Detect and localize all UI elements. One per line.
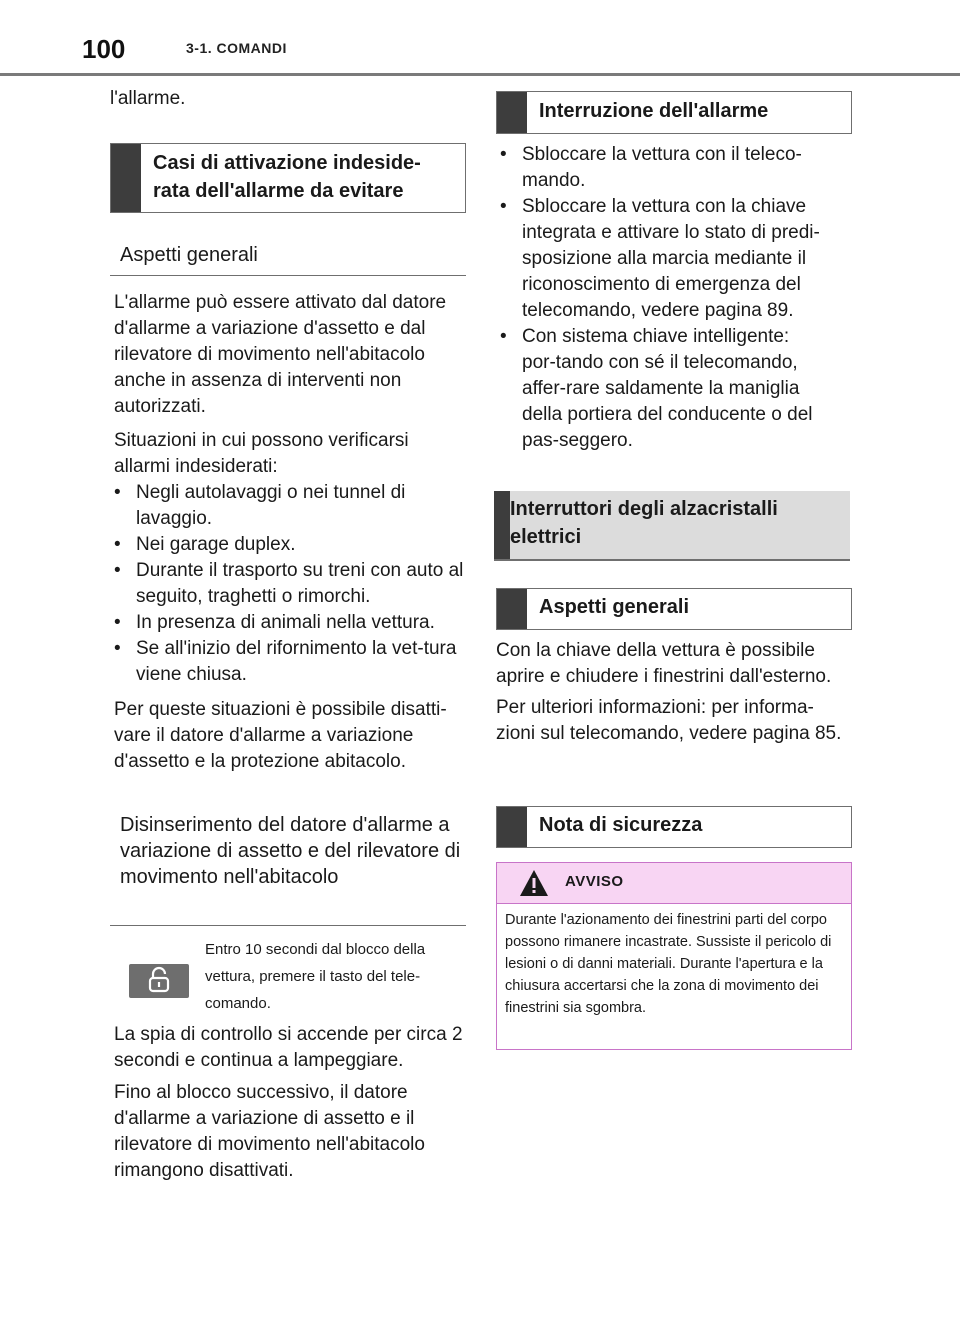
paragraph: L'allarme può essere attivato dal datore d'allarme a variazione d'assetto e dal rilevatore di movimento nell'abitacolo anche in assenza di interventi non autorizzati. — [114, 292, 447, 417]
section-title: Interruttori degli alzacristalli elettrici — [510, 498, 778, 548]
section-header-false-alarm — [110, 143, 466, 213]
subheading-general: Aspetti generali — [110, 242, 466, 276]
section-title: Nota di sicurezza — [539, 814, 703, 836]
situations-list — [110, 480, 466, 688]
alarm-stop-list — [496, 142, 826, 454]
section-title: Interruzione dell'allarme — [539, 100, 769, 122]
warning-header — [497, 863, 851, 904]
warning-label: AVVISO — [565, 873, 624, 890]
section-header-general — [496, 588, 852, 630]
section-bar — [497, 589, 527, 629]
paragraph: Per ulteriori informazioni: per informa-zioni sul telecomando, vedere pagina 85. — [496, 697, 842, 744]
section-title: Casi di attivazione indeside- rata dell'allarme da evitare — [153, 152, 421, 202]
subheading-deactivation: Disinserimento del datore d'allarme a variazione di assetto e del rilevatore di movimento nell'abitacolo — [110, 812, 466, 926]
list-item: • In presenza di animali nella vettura. — [110, 610, 466, 636]
section-header-safety — [496, 806, 852, 848]
paragraph: Fino al blocco successivo, il datore d'allarme a variazione di assetto e il rilevatore di movimento nell'abitacolo rimangono disattivati. — [114, 1082, 425, 1181]
list-item: • Negli autolavaggi o nei tunnel di lavaggio. — [110, 480, 466, 532]
warning-triangle-icon — [519, 869, 549, 897]
section-header-alarm-interrupt — [496, 91, 852, 134]
list-item: • Nei garage duplex. — [110, 532, 466, 558]
list-item: • Se all'inizio del rifornimento la vet-tura viene chiusa. — [110, 636, 466, 688]
paragraph: La spia di controllo si accende per circa 2 secondi e continua a lampeggiare. — [114, 1024, 463, 1071]
intro-text: l'allarme. — [110, 88, 186, 109]
paragraph: Situazioni in cui possono verificarsi allarmi indesiderati: — [114, 430, 409, 477]
lock-button-icon — [129, 964, 189, 998]
chapter-label: 3-1. COMANDI — [186, 40, 287, 56]
warning-text: Durante l'azionamento dei finestrini parti del corpo possono rimanere incastrate. Sussiste il pericolo di lesioni o di danni materiali. Durante l'apertura e la chiusura accertarsi che la zona di movimento dei finestrini sia sgombra. — [505, 912, 832, 1016]
section-bar — [497, 92, 527, 133]
section-title: Aspetti generali — [539, 596, 690, 618]
list-item: • Sbloccare la vettura con la chiave integrata e attivare lo stato di predi-sposizione alla marcia mediante il riconoscimento di emergenza del telecomando, vedere pagina 89. — [496, 194, 826, 324]
chapter-header-windows — [494, 491, 850, 561]
lock-instruction: Entro 10 secondi dal blocco della vettura, premere il tasto del tele-comando. — [205, 941, 426, 1012]
list-item: • Con sistema chiave intelligente: por-tando con sé il telecomando, affer-rare saldamente la maniglia della portiera del conducente o del pas-seggero. — [496, 324, 826, 454]
lock-icon — [129, 964, 189, 998]
paragraph: Con la chiave della vettura è possibile aprire e chiudere i finestrini dall'esterno. — [496, 640, 832, 687]
warning-box — [496, 862, 852, 1050]
paragraph: Per queste situazioni è possibile disatti-vare il datore d'allarme a variazione d'assetto e la protezione abitacolo. — [114, 699, 447, 772]
list-item: • Durante il trasporto su treni con auto al seguito, traghetti o rimorchi. — [110, 558, 466, 610]
header-rule — [0, 73, 960, 76]
list-item: • Sbloccare la vettura con il teleco-mando. — [496, 142, 826, 194]
section-bar — [494, 491, 510, 559]
page-number: 100 — [82, 34, 126, 64]
section-bar — [111, 144, 141, 212]
section-bar — [497, 807, 527, 847]
page-header — [0, 0, 960, 78]
